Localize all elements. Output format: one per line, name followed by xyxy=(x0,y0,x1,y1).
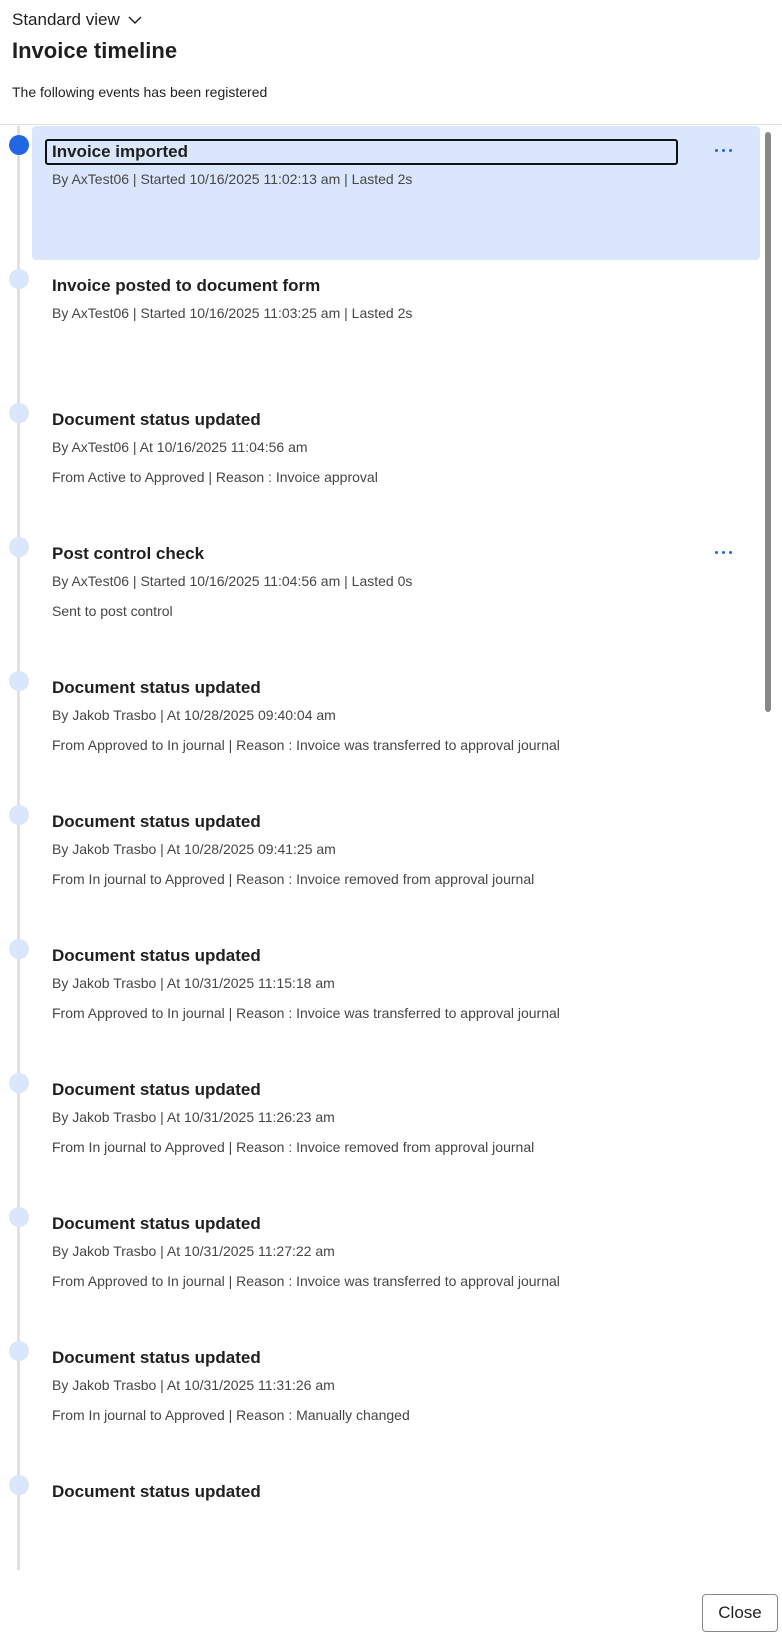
event-meta: By Jakob Trasbo | At 10/31/2025 11:27:22 am xyxy=(52,1243,335,1259)
timeline-event[interactable] xyxy=(0,1332,762,1466)
timeline-dot-icon xyxy=(9,805,29,825)
timeline-event[interactable] xyxy=(0,1466,762,1570)
event-detail: From In journal to Approved | Reason : Invoice removed from approval journal xyxy=(52,871,535,887)
more-options-icon[interactable] xyxy=(708,138,738,162)
timeline-dot-icon xyxy=(9,135,29,155)
timeline-event[interactable] xyxy=(0,394,762,528)
event-title: Document status updated xyxy=(52,812,261,831)
view-selector[interactable] xyxy=(12,10,144,30)
timeline-dot-icon xyxy=(9,1341,29,1361)
timeline-dot-icon xyxy=(9,1073,29,1093)
event-meta: By Jakob Trasbo | At 10/31/2025 11:15:18 am xyxy=(52,975,335,991)
timeline-event[interactable] xyxy=(0,1064,762,1198)
event-title: Document status updated xyxy=(52,1482,261,1501)
event-meta: By Jakob Trasbo | At 10/31/2025 11:26:23 am xyxy=(52,1109,335,1125)
page-subtitle: The following events has been registered xyxy=(12,84,268,100)
event-detail: From Active to Approved | Reason : Invoice approval xyxy=(52,469,378,485)
more-options-icon[interactable] xyxy=(708,540,738,564)
event-title: Post control check xyxy=(52,544,205,563)
page-title: Invoice timeline xyxy=(12,38,178,63)
timeline-dot-icon xyxy=(9,1207,29,1227)
event-detail: From Approved to In journal | Reason : Invoice was transferred to approval journal xyxy=(52,1273,560,1289)
event-detail: From In journal to Approved | Reason : Manually changed xyxy=(52,1407,410,1423)
chevron-down-icon xyxy=(126,14,144,26)
timeline-event[interactable] xyxy=(0,796,762,930)
timeline-event[interactable] xyxy=(0,1198,762,1332)
event-title: Document status updated xyxy=(52,678,261,697)
timeline-dot-icon xyxy=(9,269,29,289)
close-button[interactable]: Close xyxy=(702,1594,778,1632)
timeline-event[interactable] xyxy=(0,126,762,260)
event-detail: From Approved to In journal | Reason : Invoice was transferred to approval journal xyxy=(52,737,560,753)
event-meta: By Jakob Trasbo | At 10/31/2025 11:31:26 am xyxy=(52,1377,335,1393)
event-meta: By AxTest06 | Started 10/16/2025 11:03:25 am | Lasted 2s xyxy=(52,305,413,321)
timeline-event[interactable] xyxy=(0,930,762,1064)
event-detail: From Approved to In journal | Reason : Invoice was transferred to approval journal xyxy=(52,1005,560,1021)
timeline-event[interactable] xyxy=(0,528,762,662)
event-detail: From In journal to Approved | Reason : Invoice removed from approval journal xyxy=(52,1139,535,1155)
event-detail: Sent to post control xyxy=(52,603,173,619)
scrollbar-thumb[interactable] xyxy=(765,132,771,712)
timeline-dot-icon xyxy=(9,671,29,691)
event-title: Document status updated xyxy=(52,1080,261,1099)
timeline-event[interactable] xyxy=(0,260,762,394)
event-meta: By Jakob Trasbo | At 10/28/2025 09:41:25 am xyxy=(52,841,336,857)
timeline-dot-icon xyxy=(9,537,29,557)
timeline-dot-icon xyxy=(9,1475,29,1495)
event-title: Invoice posted to document form xyxy=(52,276,321,295)
scrollbar[interactable] xyxy=(763,126,773,1570)
view-selector-label: Standard view xyxy=(12,10,120,29)
event-title: Document status updated xyxy=(52,1214,261,1233)
event-meta: By AxTest06 | Started 10/16/2025 11:02:13 am | Lasted 2s xyxy=(52,171,413,187)
event-meta: By Jakob Trasbo | At 10/28/2025 09:40:04 am xyxy=(52,707,336,723)
timeline-dot-icon xyxy=(9,403,29,423)
event-title: Document status updated xyxy=(52,410,261,429)
timeline-list xyxy=(0,126,762,1570)
event-title: Document status updated xyxy=(52,946,261,965)
timeline-dot-icon xyxy=(9,939,29,959)
event-meta: By AxTest06 | At 10/16/2025 11:04:56 am xyxy=(52,439,308,455)
timeline-event[interactable] xyxy=(0,662,762,796)
event-meta: By AxTest06 | Started 10/16/2025 11:04:56 am | Lasted 0s xyxy=(52,573,413,589)
header-divider xyxy=(0,124,782,125)
event-title: Invoice imported xyxy=(52,142,189,161)
event-title: Document status updated xyxy=(52,1348,261,1367)
